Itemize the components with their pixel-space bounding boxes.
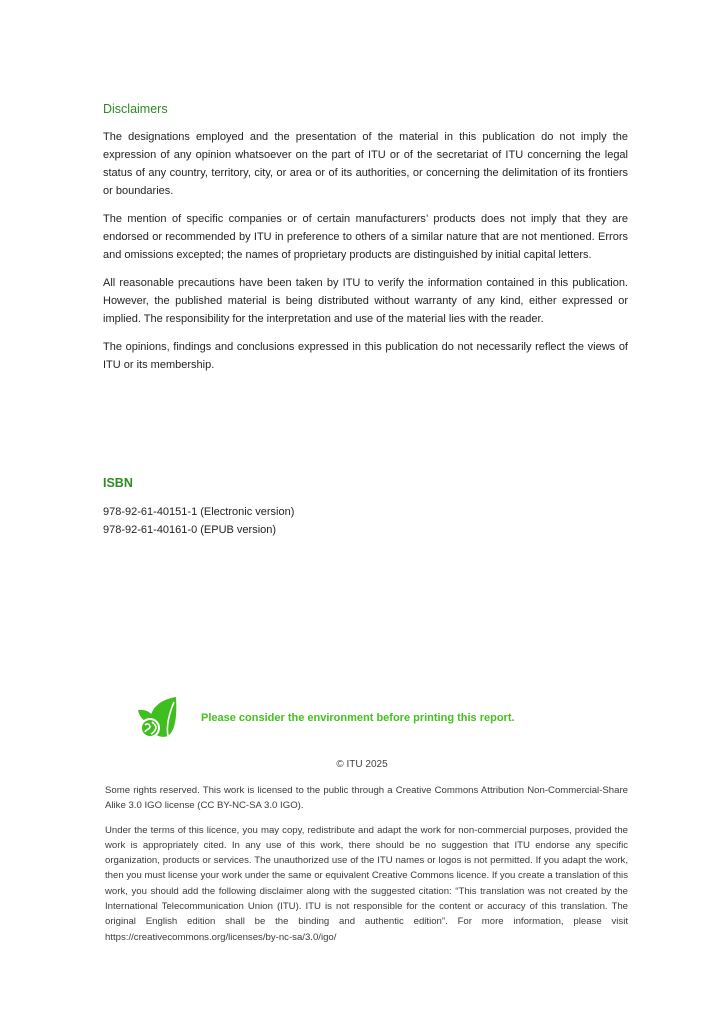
disclaimer-paragraph: All reasonable precautions have been taken by ITU to verify the information contained in this publication. However, the published material is being distributed without warranty of any kind, either expressed or implied. The responsibility for the interpretation and use of the material lies with the reader. [103,277,628,325]
copyright-line: © ITU 2025 [336,759,388,770]
environment-notice [136,696,556,740]
isbn-line: 978-92-61-40161-0 (EPUB version) [103,524,277,536]
disclaimer-paragraph: The mention of specific companies or of certain manufacturers’ products does not imply that they are endorsed or recommended by ITU in preference to others of a similar nature that are not mentioned. Errors and omissions excepted; the names of proprietary products are distinguished by initial capital letters. [103,213,628,261]
disclaimers-heading: Disclaimers [103,102,168,116]
disclaimer-paragraph: The designations employed and the presentation of the material in this publication do not imply the expression of any opinion whatsoever on the part of ITU or of the secretariat of ITU concerning the legal status of any country, territory, city, or area or of its authorities, or concerning the delimitation of its frontiers or boundaries. [103,131,628,197]
isbn-heading: ISBN [103,476,133,490]
isbn-list [103,503,628,539]
license-paragraph: Some rights reserved. This work is licensed to the public through a Creative Commons Attribution Non-Commercial-Share Alike 3.0 IGO license (CC BY-NC-SA 3.0 IGO). [105,785,628,812]
license-paragraph: Under the terms of this licence, you may copy, redistribute and adapt the work for non-commercial purposes, provided the work is appropriately cited. In any use of this work, there should be no suggestion that ITU endorse any specific organization, products or services. The unauthorized use of the ITU names or logos is not permitted. If you adapt the work, then you must license your work under the same or equivalent Creative Commons licence. If you create a translation of this work, you should add the following disclaimer along with the suggested citation: “This translation was not created by the International Telecommunication Union (ITU). ITU is not responsible for the content or accuracy of this translation. The original English edition shall be the binding and authentic edition”. For more information, please visit https://creativecommons.org/licenses/by-nc-sa/3.0/igo/ [105,824,628,943]
environment-text: Please consider the environment before printing this report. [201,712,515,724]
license-text [105,783,628,954]
disclaimers-body [103,128,628,384]
leaf-globe-icon [136,696,178,740]
isbn-line: 978-92-61-40151-1 (Electronic version) [103,506,295,518]
disclaimer-paragraph: The opinions, findings and conclusions expressed in this publication do not necessarily reflect the views of ITU or its membership. [103,341,628,371]
